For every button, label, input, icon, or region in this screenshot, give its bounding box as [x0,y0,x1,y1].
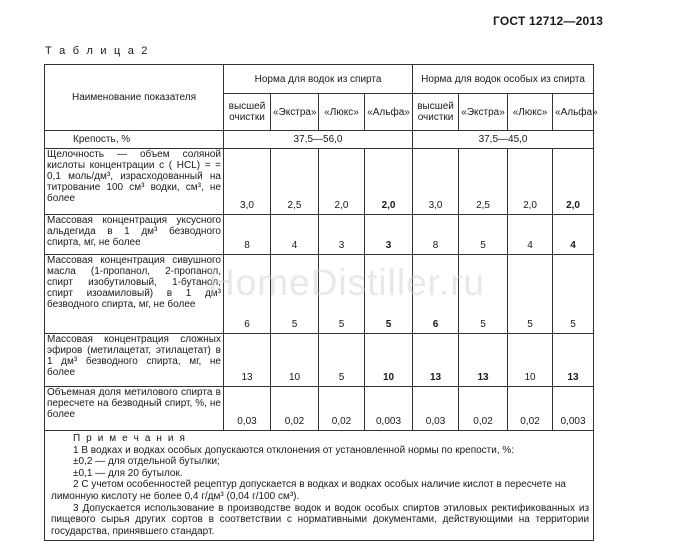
cell-value: 3,0 [413,149,459,215]
cell-value: 5 [319,334,365,387]
cell-value: 0,02 [508,387,553,431]
cell-value: 10 [271,334,319,387]
cell-value: 13 [413,334,459,387]
cell-value: 0,03 [413,387,459,431]
cell-value: 3 [365,215,413,255]
cell-value: 5 [271,255,319,334]
row-label: Объемная доля метилового спирта в пересчете на безводный спирт, %, не более [45,387,224,431]
row-label: Массовая концентрация сложных эфиров (метилацетат, этилацетат) в 1 дм³ безводного спирта, мг, не более [45,334,224,387]
note-line: 3 Допускается использование в производстве водок и водок особых спиртов этиловых ректификованных из пищевого сырья других сортов в соответствии с нормативными документами, действующими на территории государства, принявшего стандарт. [51,502,590,537]
cell-value: 3,0 [224,149,271,215]
cell-value: 13 [459,334,508,387]
cell-value: 4 [508,215,553,255]
grade-header: «Экстра» [459,94,508,131]
standard-number: ГОСТ 12712—2013 [493,14,604,28]
row-label: Массовая концентрация уксусного альдегида в 1 дм³ безводного спирта, мг, не более [45,215,224,255]
table-row [45,387,594,431]
cell-value: 6 [224,255,271,334]
cell-value: 5 [553,255,594,334]
table-caption: Т а б л и ц а 2 [45,45,150,57]
cell-value: 2,0 [365,149,413,215]
note-line: 1 В водках и водках особых допускаются отклонения от установленной нормы по крепости, %: [73,444,515,456]
cell-value: 5 [319,255,365,334]
note-line: ±0,1 — для 20 бутылок. [73,467,183,479]
cell-value: 2,5 [459,149,508,215]
cell-value: 5 [459,255,508,334]
cell-value: 4 [553,215,594,255]
cell-value: 2,0 [508,149,553,215]
indicator-header: Наименование показателя [45,65,224,131]
table-row [45,149,594,215]
cell-value: 0,02 [459,387,508,431]
grade-header: «Люкс» [508,94,553,131]
grade-header: «Альфа» [365,94,413,131]
cell-value: 2,0 [553,149,594,215]
group2-header: Норма для водок особых из спирта [413,65,594,94]
grade-header: «Люкс» [319,94,365,131]
cell-value: 0,003 [553,387,594,431]
grade-header: высшей очистки [413,94,459,131]
grade-header: «Альфа» [553,94,594,131]
vodka-norms-table [44,64,598,541]
cell-value: 2,5 [271,149,319,215]
row-label: Массовая концентрация сивушного масла (1-пропанол, 2-пропанол, спирт изобутиловый, 1-бутанол, спирт изоамиловый) в 1 дм³ безводного спирта, мг, не более [45,255,224,334]
cell-value: 8 [413,215,459,255]
cell-value: 6 [413,255,459,334]
cell-value: 0,003 [365,387,413,431]
group1-header: Норма для водок из спирта [224,65,413,94]
cell-value: 13 [224,334,271,387]
note-line: ±0,2 — для отдельной бутылки; [73,456,220,468]
strength-label: Крепость, % [45,131,224,149]
note-line: 2 С учетом особенностей рецептур допускается в водках и водках особых наличие кислот в пересчете на лимонную кислоту не более 0,4 г/дм³ (0,04 г/100 см³). [51,479,566,502]
cell-value: 8 [224,215,271,255]
watermark: HomeDistiller.ru [208,262,486,303]
grade-header: высшей очистки [224,94,271,131]
notes-block [45,431,594,541]
cell-value: 2,0 [319,149,365,215]
table-row [45,215,594,255]
cell-value: 10 [508,334,553,387]
strength-value-2: 37,5—45,0 [413,131,594,149]
cell-value: 5 [365,255,413,334]
table-row [45,255,594,334]
cell-value: 10 [365,334,413,387]
cell-value: 0,03 [224,387,271,431]
table-row [45,334,594,387]
row-label: Щелочность — объем соляной кислоты концентрации c ( HCL) = = 0,1 моль/дм³, израсходованный на титрование 100 см³ водки, см³, не более [45,149,224,215]
strength-value-1: 37,5—56,0 [224,131,413,149]
cell-value: 13 [553,334,594,387]
cell-value: 0,02 [271,387,319,431]
cell-value: 5 [459,215,508,255]
notes-title: П р и м е ч а н и я [73,433,187,444]
cell-value: 4 [271,215,319,255]
cell-value: 0,02 [319,387,365,431]
cell-value: 5 [508,255,553,334]
grade-header: «Экстра» [271,94,319,131]
cell-value: 3 [319,215,365,255]
